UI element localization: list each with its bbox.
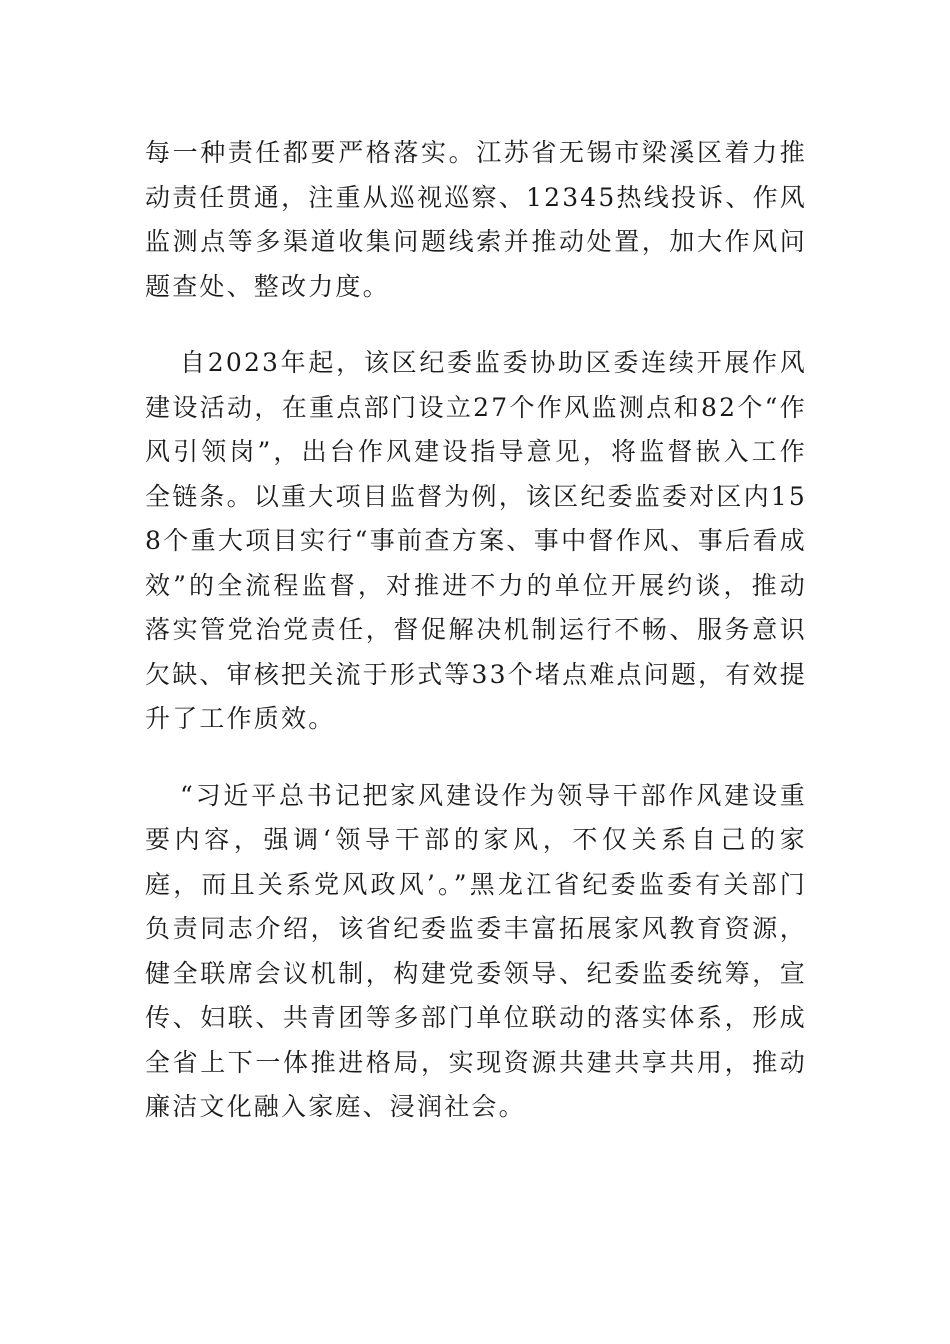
paragraph-liangxi-district: 自2023年起，该区纪委监委协助区委连续开展作风建设活动，在重点部门设立27个作风监测点和82个“作风引领岗”，出台作风建设指导意见，将监督嵌入工作全链条。以重大项目监督为例，该区纪委监委对区内158个重大项目实行“事前查方案、事中督作风、事后看成效”的全流程监督，对推进不力的单位开展约谈，推动落实管党治党责任，督促解决机制运行不畅、服务意识欠缺、审核把关流于形式等33个堵点难点问题，有效提升了工作质效。 <box>145 348 807 733</box>
paragraph-family-style: “习近平总书记把家风建设作为领导干部作风建设重要内容，强调‘领导干部的家风，不仅关系自己的家庭，而且关系党风政风’。”黑龙江省纪委监委有关部门负责同志介绍，该省纪委监委丰富拓展家风教育资源，健全联席会议机制，构建党委领导、纪委监委统筹，宣传、妇联、共青团等多部门单位联动的落实体系，形成全省上下一体推进格局，实现资源共建共享共用，推动廉洁文化融入家庭、浸润社会。 <box>145 780 807 1121</box>
article-body <box>145 131 807 1130</box>
paragraph-responsibility: 每一种责任都要严格落实。江苏省无锡市梁溪区着力推动责任贯通，注重从巡视巡察、12345热线投诉、作风监测点等多渠道收集问题线索并推动处置，加大作风问题查处、整改力度。 <box>145 138 807 301</box>
